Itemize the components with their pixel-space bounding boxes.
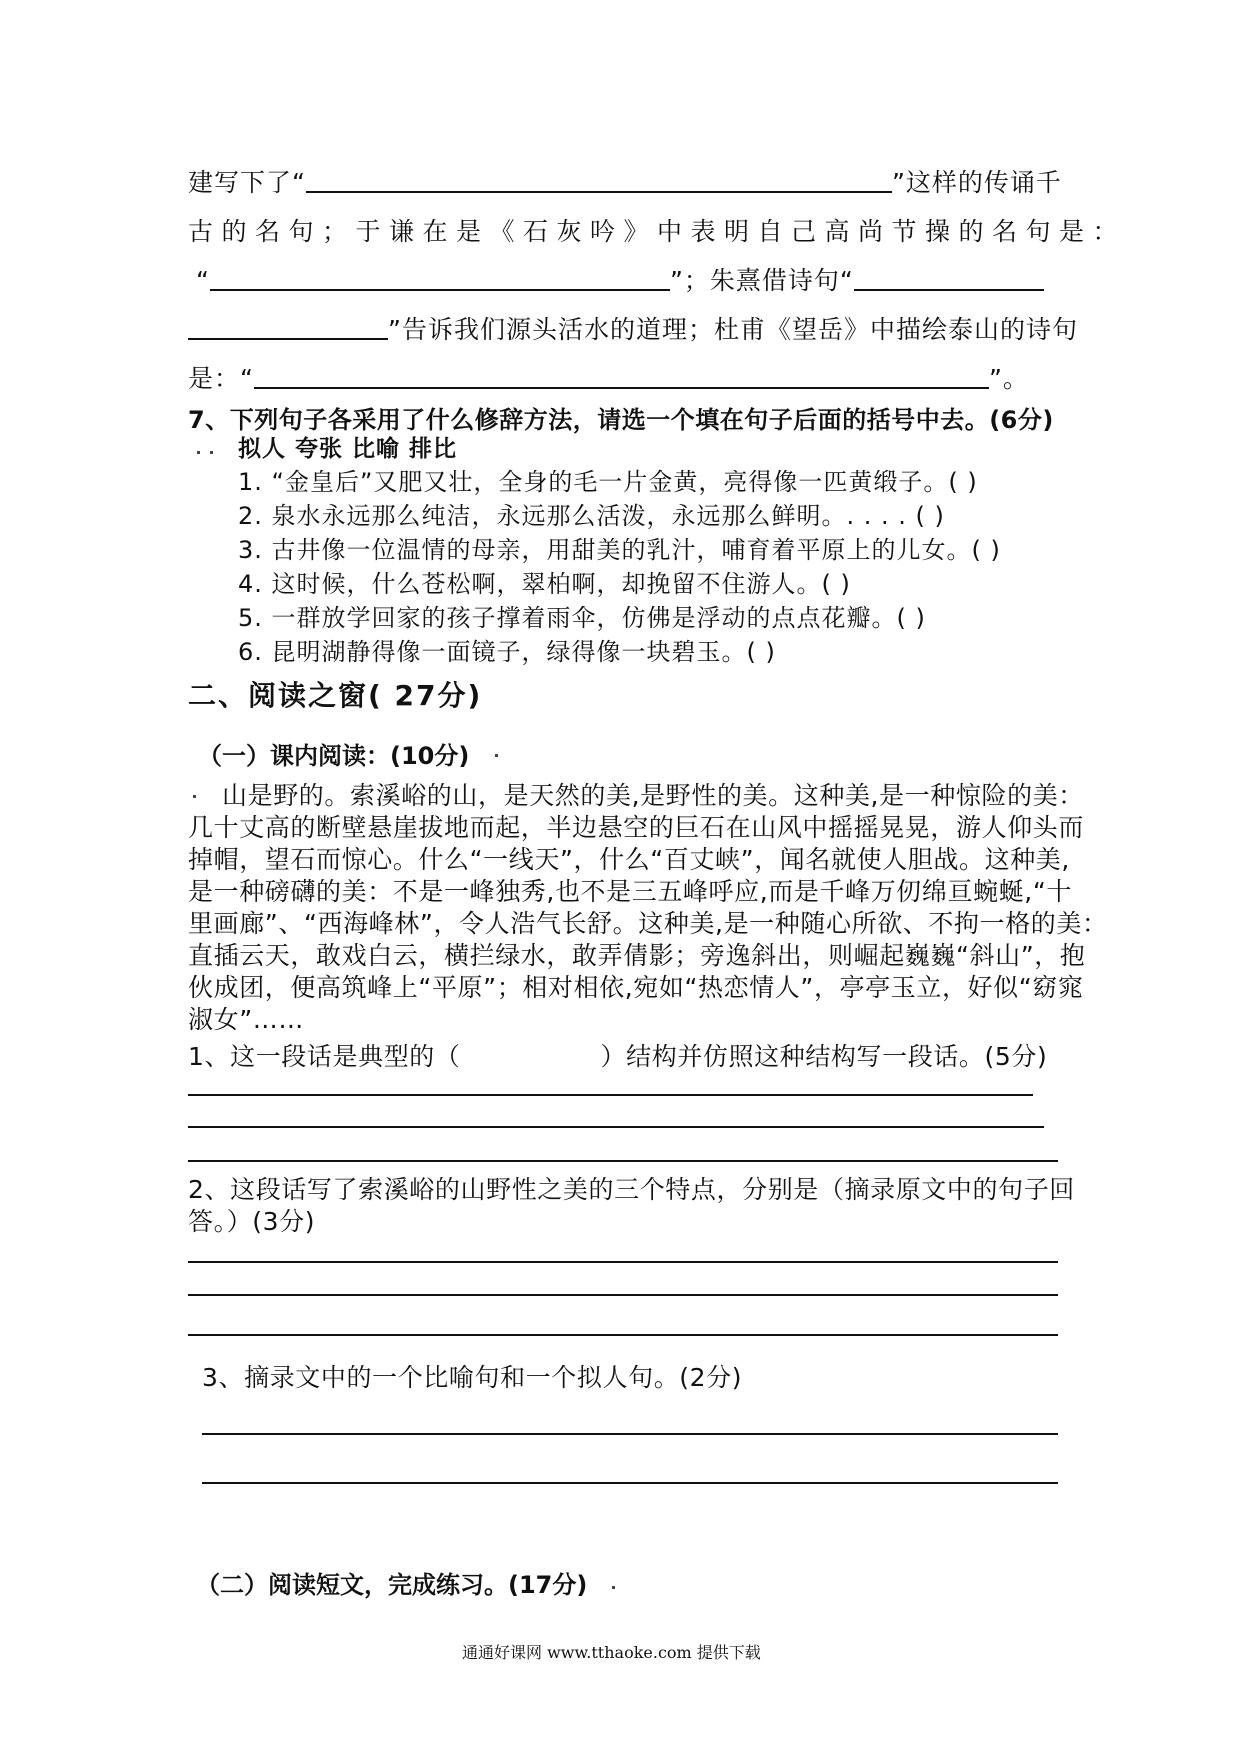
speck bbox=[193, 795, 196, 798]
question-3: 3、摘录文中的一个比喻句和一个拟人句。(2分) bbox=[202, 1363, 743, 1392]
question-2-line-1: 2、这段话写了索溪峪的山野性之美的三个特点，分别是（摘录原文中的句子回 bbox=[188, 1175, 1075, 1204]
line-3 bbox=[196, 261, 1044, 297]
passage-line: 淑女”…… bbox=[188, 1005, 304, 1034]
option: 排比 bbox=[409, 436, 458, 462]
text: ”。 bbox=[988, 364, 1029, 393]
sub-heading: （一）课内阅读：(10分) bbox=[198, 742, 470, 770]
passage-line: 是一种磅礴的美：不是一峰独秀,也不是三五峰呼应,而是千峰万仞绵亘蜿蜒,“十 bbox=[188, 877, 1072, 906]
text: “ bbox=[196, 266, 210, 295]
footer-text: 通通好课网 www.tthaoke.com 提供下载 bbox=[462, 1643, 761, 1662]
option: 拟人 bbox=[238, 436, 286, 462]
speck bbox=[210, 451, 213, 454]
passage-line: 里画廊”、“西海峰林”，令人浩气长舒。这种美,是一种随心所欲、不拘一格的美： bbox=[188, 909, 1108, 938]
blank[interactable] bbox=[210, 265, 670, 291]
question-7-title: 7、下列句子各采用了什么修辞方法，请选一个填在句子后面的括号中去。(6分) bbox=[188, 406, 1054, 434]
text: ”；朱熹借诗句“ bbox=[669, 266, 854, 295]
blank[interactable] bbox=[254, 363, 989, 389]
passage-line: 几十丈高的断壁悬崖拔地而起，半边悬空的巨石在山风中摇摇晃晃，游人仰头而 bbox=[188, 813, 1085, 842]
section-heading: 二、阅读之窗( 27分) bbox=[188, 679, 483, 712]
options-list bbox=[238, 430, 457, 463]
passage-line: 掉帽，望石而惊心。什么“一线天”，什么“百丈峡”，闻名就使人胆战。这种美, bbox=[188, 845, 1070, 874]
sub-heading: （二）阅读短文，完成练习。(17分) bbox=[196, 1571, 588, 1599]
answer-line[interactable] bbox=[188, 1294, 1058, 1296]
list-item: 5. 一群放学回家的孩子撑着雨伞，仿佛是浮动的点点花瓣。( ) bbox=[238, 604, 926, 632]
list-item: 2. 泉水永远那么纯洁，永远那么活泼，永远那么鲜明。. . . . ( ) bbox=[238, 502, 945, 530]
question-1 bbox=[188, 1037, 1047, 1073]
speck bbox=[612, 1586, 615, 1589]
question-2-line-2: 答。）(3分) bbox=[188, 1207, 316, 1236]
answer-line[interactable] bbox=[188, 1334, 1058, 1336]
answer-line[interactable] bbox=[202, 1482, 1058, 1484]
passage-line: 伙成团，便高筑峰上“平原”；相对相依,宛如“热恋情人”，亭亭玉立，好似“窈窕 bbox=[188, 973, 1084, 1002]
line-1 bbox=[188, 163, 1062, 199]
list-item: 3. 古井像一位温情的母亲，用甜美的乳汁，哺育着平原上的儿女。( ) bbox=[238, 536, 1001, 564]
text: ）结构并仿照这种结构写一段话。(5分) bbox=[600, 1042, 1048, 1071]
answer-line[interactable] bbox=[188, 1261, 1058, 1263]
passage-line: 山是野的。索溪峪的山，是天然的美,是野性的美。这种美,是一种惊险的美： bbox=[222, 781, 1084, 810]
option: 夸张 bbox=[295, 436, 344, 462]
list-item: 6. 昆明湖静得像一面镜子，绿得像一块碧玉。( ) bbox=[238, 638, 776, 666]
answer-line[interactable] bbox=[188, 1094, 1033, 1096]
option: 比喻 bbox=[352, 436, 401, 462]
passage-line: 直插云天，敢戏白云，横拦绿水，敢弄倩影；旁逸斜出，则崛起巍巍“斜山”，抱 bbox=[188, 941, 1086, 970]
answer-line[interactable] bbox=[202, 1433, 1058, 1435]
list-item: 1. “金皇后”又肥又壮，全身的毛一片金黄，亮得像一匹黄缎子。( ) bbox=[238, 468, 978, 496]
list-item: 4. 这时候，什么苍松啊，翠柏啊，却挽留不住游人。( ) bbox=[238, 570, 851, 598]
text: ”这样的传诵千 bbox=[891, 168, 1062, 197]
speck bbox=[495, 754, 498, 757]
line-4 bbox=[188, 310, 1078, 346]
line-5 bbox=[188, 359, 1029, 395]
blank[interactable] bbox=[854, 265, 1044, 291]
speck bbox=[197, 451, 200, 454]
blank[interactable] bbox=[306, 167, 892, 193]
answer-line[interactable] bbox=[188, 1160, 1058, 1162]
text: 1、这一段话是典型的（ bbox=[188, 1042, 461, 1071]
text: 是：“ bbox=[188, 364, 254, 393]
answer-line[interactable] bbox=[188, 1126, 1044, 1128]
text: ”告诉我们源头活水的道理；杜甫《望岳》中描绘泰山的诗句 bbox=[388, 315, 1078, 344]
text: 建写下了“ bbox=[188, 168, 306, 197]
blank[interactable] bbox=[188, 314, 388, 340]
line-2: 古的名句；于谦在是《石灰吟》中表明自己高尚节操的名句是： bbox=[188, 217, 1127, 246]
